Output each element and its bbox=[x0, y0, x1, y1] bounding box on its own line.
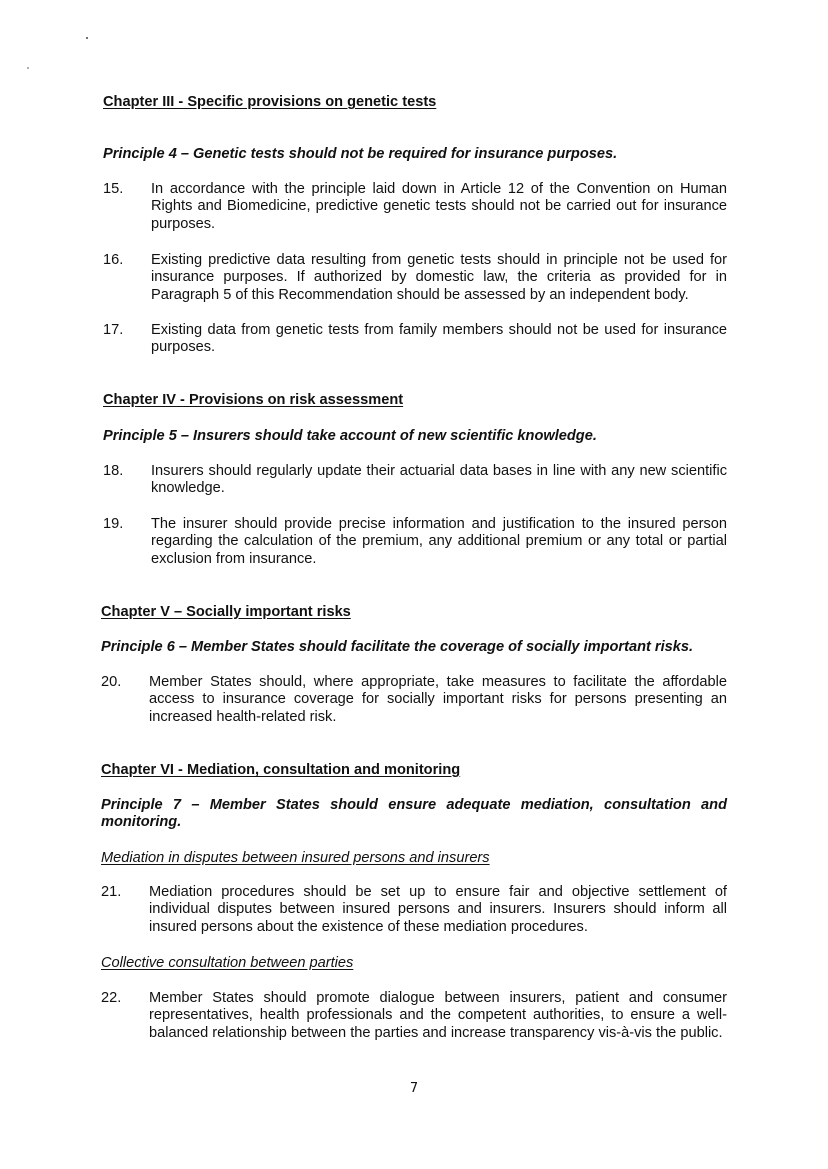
principle-heading: Principle 5 – Insurers should take account of new scientific knowledge. bbox=[103, 428, 597, 444]
paragraph-text: Existing data from genetic tests from family members should not be used for insurance purposes. bbox=[151, 322, 727, 356]
principle-heading: Principle 6 – Member States should facilitate the coverage of socially important risks. bbox=[101, 639, 694, 655]
subsection-heading: Collective consultation between parties bbox=[101, 955, 354, 971]
paragraph-text: Insurers should regularly update their actuarial data bases in line with any new scientific knowledge. bbox=[151, 463, 727, 497]
paragraph-number: 19. bbox=[103, 516, 124, 532]
scan-speck bbox=[27, 67, 29, 69]
paragraph-text: Member States should promote dialogue between insurers, patient and consumer representatives, health professionals and the competent authorities, to ensure a well-balanced relationship between the parties and increase transparency vis-à-vis the public. bbox=[149, 990, 727, 1041]
paragraph-number: 16. bbox=[103, 252, 124, 268]
chapter-heading: Chapter IV - Provisions on risk assessment bbox=[103, 392, 404, 408]
paragraph-text: Member States should, where appropriate, take measures to facilitate the affordable access to insurance coverage for socially important risks for persons presenting an increased health-related risk. bbox=[149, 674, 727, 725]
paragraph-number: 15. bbox=[103, 181, 124, 197]
numbered-paragraph bbox=[103, 516, 727, 568]
scan-speck bbox=[86, 37, 88, 39]
numbered-paragraph bbox=[103, 463, 727, 498]
numbered-paragraph bbox=[101, 990, 727, 1042]
subsection-heading: Mediation in disputes between insured persons and insurers bbox=[101, 850, 490, 866]
paragraph-text: Mediation procedures should be set up to ensure fair and objective settlement of individual disputes between insured persons and insurers. Insurers should inform all insured persons about the existence of these mediation procedures. bbox=[149, 884, 727, 935]
principle-heading: Principle 4 – Genetic tests should not be required for insurance purposes. bbox=[103, 146, 618, 162]
numbered-paragraph bbox=[103, 322, 727, 357]
principle-heading: Principle 7 – Member States should ensure adequate mediation, consultation and monitoring. bbox=[101, 797, 727, 831]
paragraph-number: 18. bbox=[103, 463, 124, 479]
numbered-paragraph bbox=[103, 181, 727, 233]
chapter-heading: Chapter III - Specific provisions on genetic tests bbox=[103, 94, 437, 110]
chapter-heading: Chapter VI - Mediation, consultation and monitoring bbox=[101, 762, 461, 778]
chapter-heading: Chapter V – Socially important risks bbox=[101, 604, 351, 620]
numbered-paragraph bbox=[101, 884, 727, 936]
paragraph-text: The insurer should provide precise information and justification to the insured person regarding the calculation of the premium, any additional premium or any total or partial exclusion from insurance. bbox=[151, 516, 727, 567]
numbered-paragraph bbox=[103, 252, 727, 304]
paragraph-number: 17. bbox=[103, 322, 124, 338]
paragraph-text: In accordance with the principle laid down in Article 12 of the Convention on Human Rights and Biomedicine, predictive genetic tests should not be carried out for insurance purposes. bbox=[151, 181, 727, 232]
paragraph-number: 20. bbox=[101, 674, 122, 690]
paragraph-number: 21. bbox=[101, 884, 122, 900]
page-number: 7 bbox=[409, 1081, 419, 1096]
numbered-paragraph bbox=[101, 674, 727, 726]
paragraph-number: 22. bbox=[101, 990, 122, 1006]
paragraph-text: Existing predictive data resulting from genetic tests should in principle not be used for insurance purposes. If authorized by domestic law, the criteria as provided for in Paragraph 5 of this Recommendation should be assessed by an independent body. bbox=[151, 252, 727, 303]
